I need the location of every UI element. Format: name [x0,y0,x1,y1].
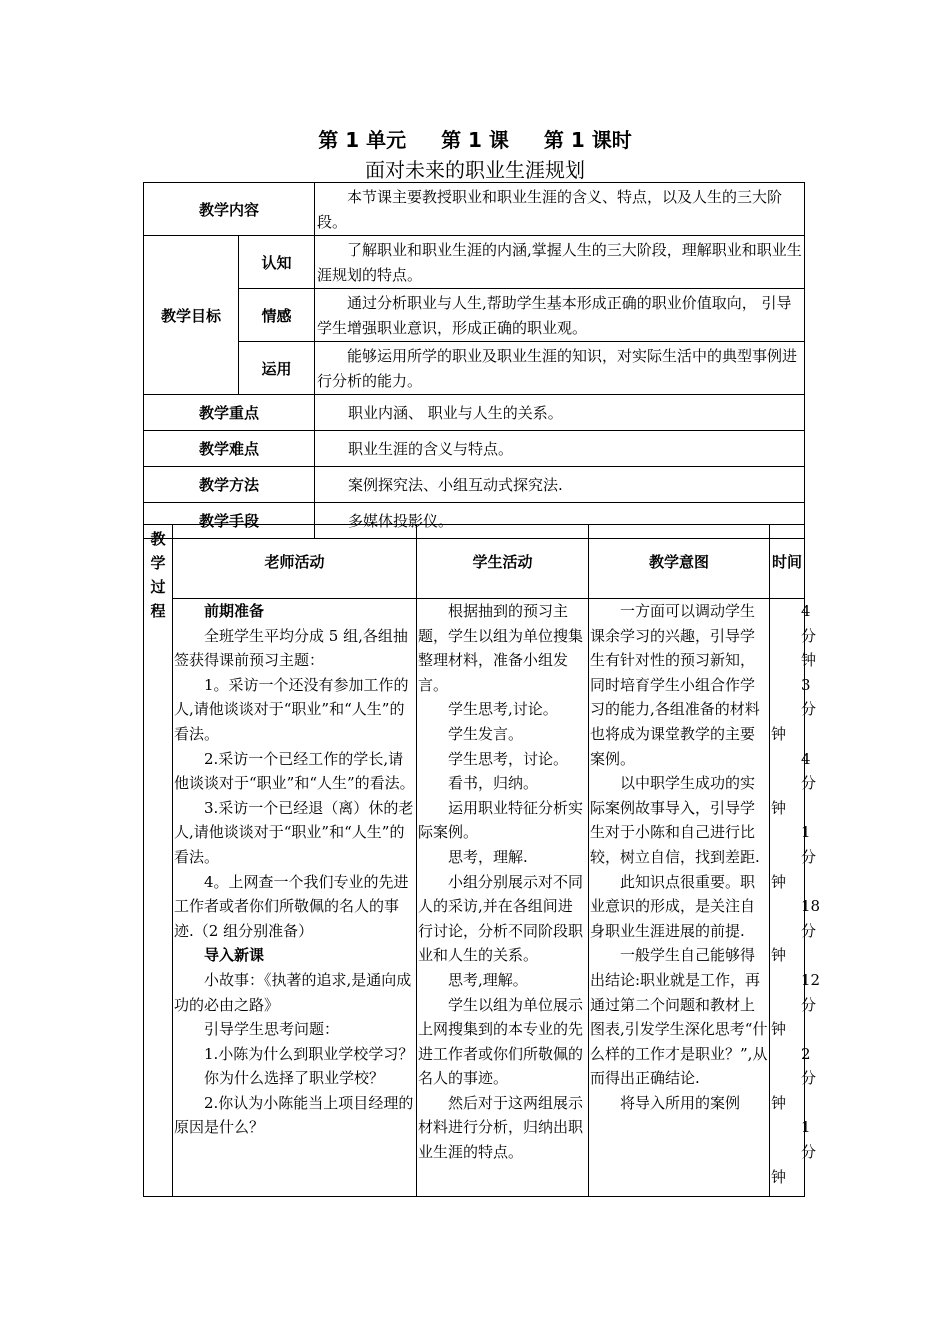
goal-label: 教学目标 [144,236,239,395]
intent-line: 一方面可以调动学生课余学习的兴趣，引导学生有针对性的预习新知，同时培育学生小组合作学习的能力,各组准备的材料也将成为课堂教学的主要案例。 [590,602,760,768]
time-line: 分钟 [771,700,817,743]
goal-cognition-text: 了解职业和职业生涯的内涵,掌握人生的三大阶段，理解职业和职业生涯规划的特点。 [315,236,805,289]
time-header: 时间 [770,525,805,599]
key-point-label: 教学重点 [144,395,315,431]
teacher-line: 你为什么选择了职业学校？ [204,1069,385,1088]
content-label: 教学内容 [144,183,315,236]
time-line: 分钟 [771,1143,817,1186]
time-line: 分钟 [771,774,817,817]
goal-emotion-text: 通过分析职业与人生,帮助学生基本形成正确的职业价值取向， 引导学生增强职业意识，形成正确的职业观。 [315,289,805,342]
lesson-heading [0,124,950,153]
process-char: 过 [150,578,166,596]
time-line: 3 [801,675,811,694]
goal-emotion-label: 情感 [239,289,315,342]
means-text: 多媒体投影仪。 [315,503,805,539]
method-label: 教学方法 [144,467,315,503]
student-line: 学生思考,讨论。 [448,700,558,719]
teacher-line: 4。上网查一个我们专业的先进工作者或者你们所敬佩的名人的事迹.（2 组分别准备） [174,872,409,940]
student-line: 学生发言。 [448,724,524,743]
student-line: 学生以组为单位展示上网搜集到的本专业的先进工作者或你们所敬佩的名人的事迹。 [418,995,584,1088]
difficulty-label: 教学难点 [144,431,315,467]
time-line: 分钟 [771,995,817,1039]
time-line: 分钟 [771,1069,817,1112]
intent-line: 将导入所用的案例 [620,1093,741,1112]
time-line: 分 [801,626,817,645]
teacher-line: 2.你认为小陈能当上项目经理的原因是什么？ [174,1093,414,1137]
teacher-line: 1.小陈为什么到职业学校学习？ [204,1044,414,1063]
goal-application-label: 运用 [239,342,315,395]
teacher-activity-cell [173,599,417,1197]
intent-line: 此知识点很重要。职业意识的形成，是关注自身职业生涯进展的前提. [590,872,756,940]
teacher-line: 引导学生思考问题： [204,1020,340,1039]
period-label: 第 1 课时 [543,128,632,152]
student-line: 看书，归纳。 [448,774,539,793]
teaching-intent-cell [589,599,770,1197]
lesson-info-table [143,182,805,539]
time-line: 4 [801,602,811,620]
difficulty-text: 职业生涯的含义与特点。 [315,431,805,467]
time-line: 18 [801,897,821,916]
student-activity-header: 学生活动 [417,525,589,599]
goal-application-text: 能够运用所学的职业及职业生涯的知识，对实际生活中的典型事例进行分析的能力。 [315,342,805,395]
student-line: 思考，理解. [448,847,528,866]
time-line: 1 [801,1118,811,1137]
teaching-process-table [143,524,821,1197]
intent-line: 一般学生自己能够得出结论:职业就是工作，再通过第二个问题和教材上图表,引发学生深化思考“什么样的工作才是职业？”,从而得出正确结论. [590,946,768,1088]
student-line: 然后对于这两组展示材料进行分析，归纳出职业生涯的特点。 [418,1093,584,1162]
time-line: 分钟 [771,847,817,891]
lesson-subtitle: 面对未来的职业生涯规划 [365,158,585,182]
student-line: 思考,理解。 [448,970,528,989]
time-line: 2 [801,1044,811,1063]
process-char: 学 [150,554,166,572]
teacher-line: 导入新课 [204,946,265,965]
student-line: 运用职业特征分析实际案例。 [418,798,584,842]
teacher-line: 3.采访一个已经退（离）休的老人,请他谈谈对于“职业”和“人生”的看法。 [174,798,414,866]
method-text: 案例探究法、小组互动式探究法. [315,467,805,503]
process-label [144,525,173,1197]
student-activity-cell [417,599,589,1197]
process-char: 教 [150,530,166,548]
lesson-label: 第 1 课 [441,128,509,152]
teacher-line: 1。采访一个还没有参加工作的人,请他谈谈对于“职业”和“人生”的看法。 [174,675,409,743]
teacher-line: 2.采访一个已经工作的学长,请他谈谈对于“职业”和“人生”的看法。 [174,749,415,793]
process-char: 程 [150,602,166,620]
student-line: 学生思考，讨论。 [448,749,569,768]
goal-cognition-label: 认知 [239,236,315,289]
teacher-line: 小故事：《执著的追求,是通向成功的必由之路》 [174,970,412,1014]
key-point-text: 职业内涵、 职业与人生的关系。 [315,395,805,431]
time-line: 钟 [801,651,817,670]
teacher-line: 全班学生平均分成 5 组,各组抽签获得课前预习主题： [174,626,408,670]
content-text: 本节课主要教授职业和职业生涯的含义、特点，以及人生的三大阶段。 [315,183,805,236]
intent-line: 以中职学生成功的实际案例故事导入，引导学生对于小陈和自己进行比较，树立自信，找到差距. [590,774,760,866]
time-line: 4 [801,749,811,768]
teaching-intent-header: 教学意图 [589,525,770,599]
unit-label: 第 1 单元 [318,128,407,152]
time-line: 12 [801,970,821,989]
time-line: 1 [801,823,811,842]
means-label: 教学手段 [144,503,315,539]
student-line: 根据抽到的预习主题，学生以组为单位搜集整理材料，准备小组发言。 [418,602,584,694]
student-line: 小组分别展示对不同人的采访,并在各组间进行讨论，分析不同阶段职业和人生的关系。 [418,872,584,965]
teacher-activity-header: 老师活动 [173,525,417,599]
teacher-line: 前期准备 [204,602,265,620]
time-cell [770,599,821,1197]
time-line: 分钟 [771,921,817,965]
